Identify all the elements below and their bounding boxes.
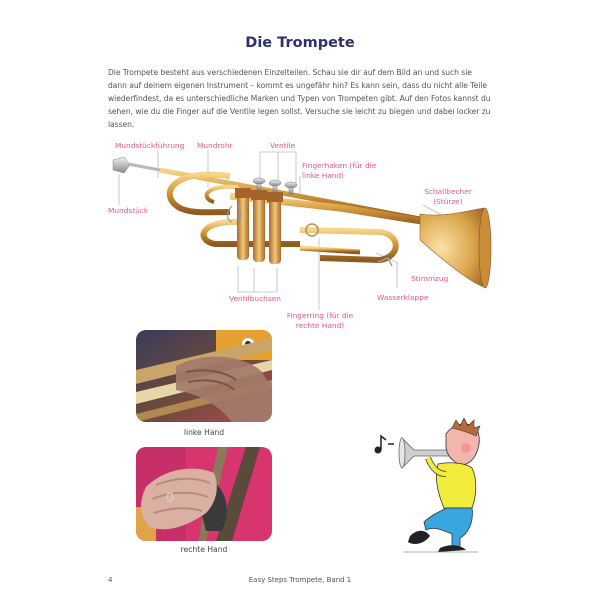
cartoon-trumpet-player xyxy=(368,418,490,558)
label-fingerhaken-line1: Fingerhaken (für die xyxy=(302,161,377,170)
label-fingerring-line1: Fingerring (für die xyxy=(286,311,354,320)
book-title-footer: Easy Steps Trompete, Band 1 xyxy=(248,576,352,584)
label-schallbecher xyxy=(420,187,476,206)
label-ventilbuchsen: Ventilbuchsen xyxy=(229,294,281,303)
page-number: 4 xyxy=(108,576,113,584)
label-fingerhaken xyxy=(302,161,376,180)
label-mundstueckfuehrung: Mundstückführung xyxy=(115,141,185,150)
label-schallbecher-line1: Schallbecher xyxy=(424,187,472,196)
label-fingerring-line2: rechte Hand) xyxy=(295,320,345,330)
label-mundrohr: Mundrohr xyxy=(197,141,233,150)
label-wasserklappe: Wasserklappe xyxy=(377,293,429,302)
photo-right-hand xyxy=(136,447,272,541)
caption-right-hand: rechte Hand xyxy=(180,545,228,554)
mouthpiece-icon xyxy=(113,157,130,173)
page-title: Die Trompete xyxy=(245,35,355,51)
label-stimmzug: Stimmzug xyxy=(411,274,449,283)
label-fingerhaken-line2: linke Hand) xyxy=(302,170,345,180)
label-ventile: Ventile xyxy=(270,141,296,150)
label-mundstueck: Mundstück xyxy=(108,206,149,215)
photo-left-hand xyxy=(136,330,272,422)
label-fingerring xyxy=(282,311,358,330)
caption-left-hand: linke Hand xyxy=(183,428,225,437)
music-note-icon xyxy=(375,436,394,453)
intro-paragraph: Die Trompete besteht aus verschiedenen Einzelteilen. Schau sie dir auf dem Bild an und such sie dann auf deinem eigenen Instrument – kommt es ungefähr hin? Es kann sein, dass du nicht alle Teile wiederfindest, da es unterschiedliche Marken und Typen von Trompeten gibt. Auf den Fotos kannst du sehen, wie du die Finger auf die Ventile legen sollst. Versuche sie leicht zu biegen und dabei locker zu lassen. xyxy=(108,68,491,129)
label-schallbecher-line2: (Stürze) xyxy=(433,196,463,206)
